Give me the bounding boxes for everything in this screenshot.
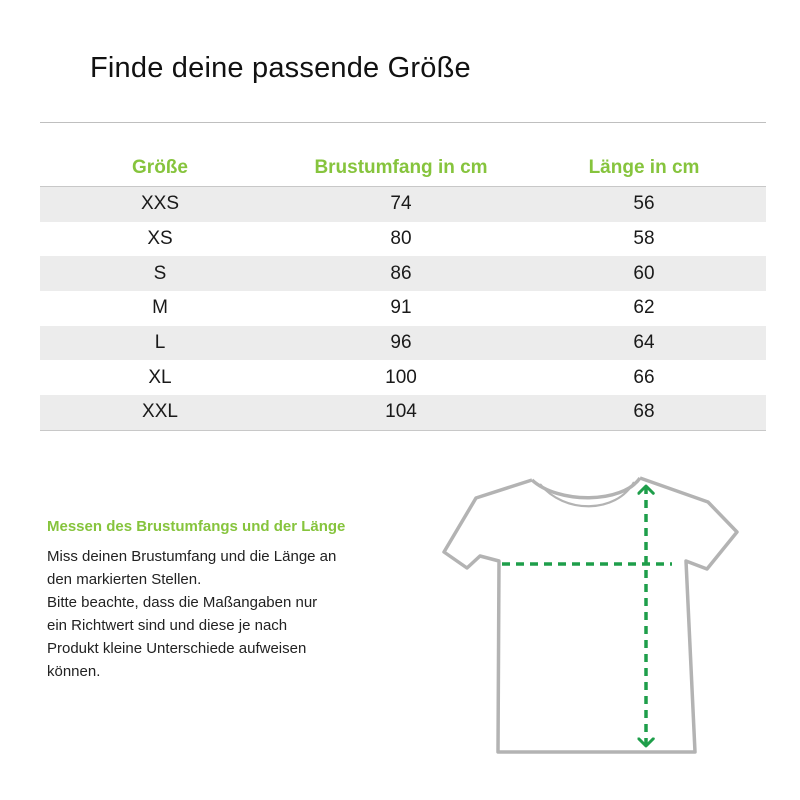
- table-row: [40, 187, 766, 222]
- table-row: [40, 256, 766, 291]
- header-chest: Brustumfang in cm: [280, 150, 522, 187]
- page-title: Finde deine passende Größe: [90, 52, 471, 84]
- header-length: Länge in cm: [522, 150, 766, 187]
- cell-length: 64: [522, 326, 766, 361]
- cell-chest: 80: [390, 228, 412, 250]
- cell-chest: 100: [385, 366, 417, 388]
- table-row: [40, 326, 766, 361]
- cell-chest: 86: [280, 256, 522, 291]
- cell-length: 60: [522, 256, 766, 291]
- cell-length: 66: [633, 366, 655, 388]
- tshirt-measure-icon: [440, 470, 740, 760]
- measure-info-text: Miss deinen Brustumfang und die Länge an den markierten Stellen. Bitte beachte, dass die Maßangaben nur ein Richtwert sind und diese je nach Produkt kleine Unterschiede aufweisen können.: [47, 548, 337, 680]
- measure-info: [47, 518, 407, 683]
- cell-chest: 96: [280, 326, 522, 361]
- cell-size: XL: [148, 366, 172, 388]
- measure-info-heading: Messen des Brustumfangs und der Länge: [47, 518, 346, 535]
- cell-chest: 91: [390, 297, 412, 319]
- cell-chest: 104: [280, 395, 522, 430]
- cell-size: XXS: [40, 187, 280, 222]
- cell-chest: 74: [280, 187, 522, 222]
- cell-size: L: [40, 326, 280, 361]
- table-row: [40, 291, 766, 326]
- table-header-row: [40, 150, 766, 187]
- cell-length: 68: [522, 395, 766, 430]
- title-divider: [40, 122, 766, 123]
- cell-length: 58: [633, 228, 655, 250]
- cell-size: XS: [147, 228, 173, 250]
- size-table: [40, 150, 766, 431]
- cell-size: XXL: [40, 395, 280, 430]
- table-row: [40, 395, 766, 430]
- cell-length: 62: [633, 297, 655, 319]
- cell-size: M: [152, 297, 168, 319]
- header-size: Größe: [40, 150, 280, 187]
- table-row: [40, 222, 766, 257]
- shirt-outline: [444, 478, 737, 752]
- cell-size: S: [40, 256, 280, 291]
- cell-length: 56: [522, 187, 766, 222]
- table-row: [40, 360, 766, 395]
